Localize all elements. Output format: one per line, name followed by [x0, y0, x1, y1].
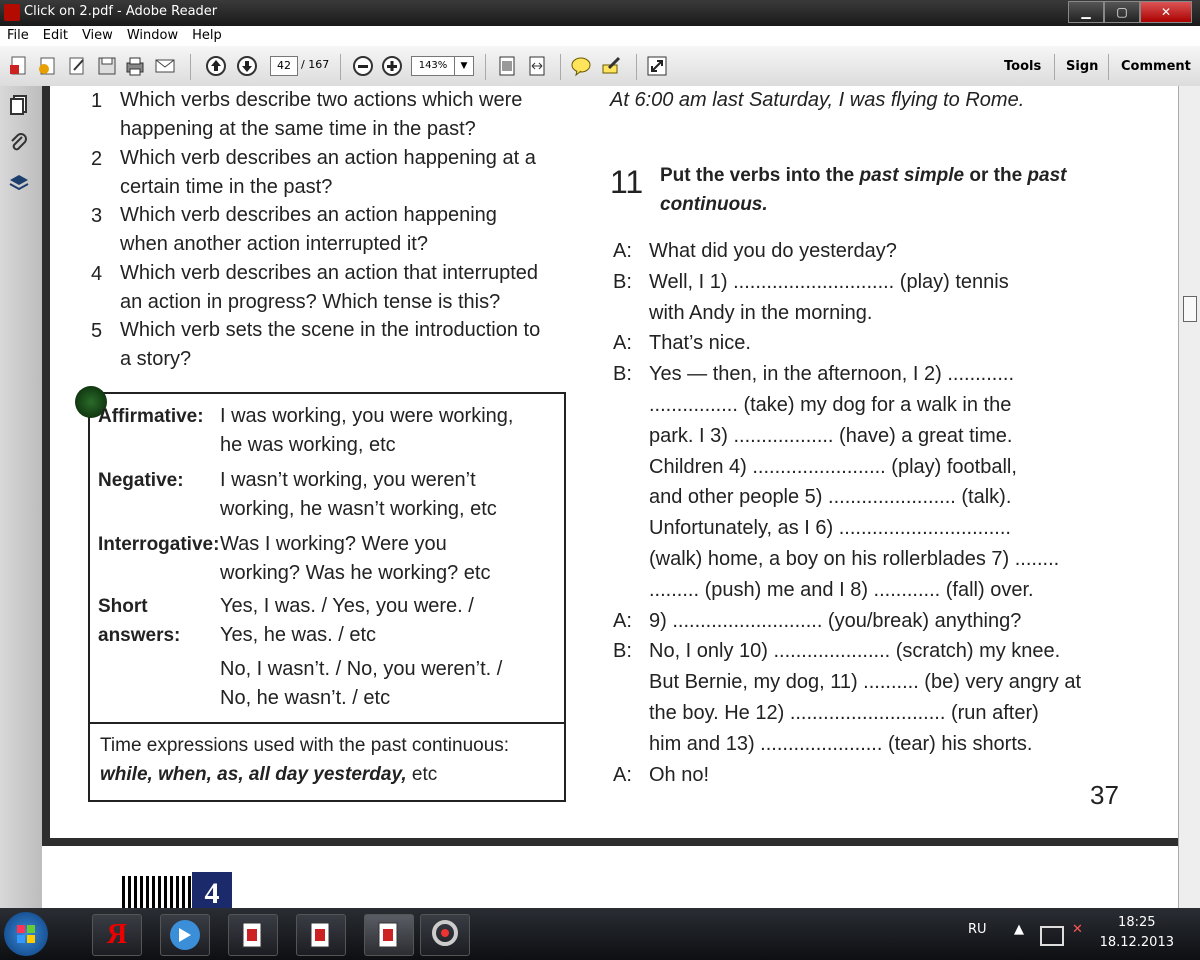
dialogue-line: with Andy in the morning.: [649, 301, 873, 324]
minimize-button[interactable]: ▁: [1068, 1, 1104, 23]
dialogue-line: Children 4) ........................ (play) football,: [649, 455, 1017, 478]
print-icon[interactable]: [124, 55, 146, 77]
question-text: [120, 201, 497, 259]
dialogue-turn: [613, 606, 1081, 637]
dialogue-turn: [613, 760, 1081, 791]
action-center-icon[interactable]: ✕: [1072, 922, 1083, 937]
time-expressions: [100, 731, 509, 789]
language-indicator[interactable]: RU: [968, 922, 987, 937]
question-line: Which verb describes an action happening: [120, 204, 497, 226]
navigation-panel: [0, 86, 43, 908]
example-line: No, I wasn’t. / No, you weren’t. /: [220, 658, 503, 680]
dialogue-line: Unfortunately, as I 6) ...............................: [649, 517, 1011, 540]
example-sentence: At 6:00 am last Saturday, I was flying to Rome.: [610, 89, 1025, 111]
network-icon[interactable]: [1040, 926, 1064, 946]
instr-italic: continuous.: [660, 194, 768, 215]
zoom-out-icon[interactable]: [352, 55, 374, 77]
start-button[interactable]: [4, 912, 48, 956]
short-answers-label: [98, 592, 180, 650]
question-text: [120, 144, 536, 202]
dialogue-turn: [613, 328, 1081, 359]
speaker-label: B:: [613, 640, 632, 663]
windows-logo-icon: [4, 912, 48, 956]
interrogative-label: Interrogative:: [98, 534, 220, 555]
clock-time: 18:25: [1118, 915, 1156, 930]
vertical-scrollbar[interactable]: [1178, 86, 1200, 908]
previous-page-icon[interactable]: [205, 55, 227, 77]
next-pdf-page: [42, 846, 1178, 908]
document-view[interactable]: [42, 86, 1178, 908]
time-expressions-italic: while, when, as, all day yesterday,: [100, 764, 407, 785]
comment-note-icon[interactable]: [570, 55, 592, 77]
instr-italic: past: [1027, 165, 1067, 186]
maximize-button[interactable]: ▢: [1104, 1, 1140, 23]
speaker-label: A:: [613, 763, 632, 786]
question-number: 3: [91, 205, 103, 227]
label-line: answers:: [98, 625, 181, 646]
zoom-dropdown-button[interactable]: ▼: [454, 56, 474, 76]
affirmative-examples: [220, 402, 513, 460]
dialogue-line: (walk) home, a boy on his rollerblades 7) ........: [649, 547, 1060, 570]
speaker-label: A:: [613, 609, 632, 632]
scrollbar-thumb[interactable]: [1183, 296, 1197, 322]
adobe-reader-task-icon-2[interactable]: [296, 914, 346, 956]
expand-icon[interactable]: [646, 55, 668, 77]
dialogue-line: 9) ........................... (you/break) anything?: [649, 609, 1022, 632]
affirmative-label: Affirmative:: [98, 406, 204, 427]
question-line: happening at the same time in the past?: [120, 118, 476, 140]
time-expressions-line: Time expressions used with the past continuous:: [100, 735, 510, 756]
toolbar-separator: [340, 54, 341, 80]
example-line: he was working, etc: [220, 434, 396, 456]
example-line: working, he wasn’t working, etc: [220, 498, 497, 520]
example-line: Was I working? Were you: [220, 533, 447, 555]
next-page-icon[interactable]: [236, 55, 258, 77]
edit-pdf-icon[interactable]: [66, 55, 88, 77]
dialogue-line: What did you do yesterday?: [649, 240, 897, 262]
question-line: Which verbs describe two actions which were: [120, 89, 523, 111]
label-line: Short: [98, 596, 148, 617]
instr-part: or the: [964, 165, 1028, 186]
dialogue-line: But Bernie, my dog, 11) .......... (be) very angry at: [649, 671, 1082, 694]
adobe-reader-active-task-icon[interactable]: [364, 914, 414, 956]
toolbar-separator: [190, 54, 191, 80]
layers-icon[interactable]: [8, 172, 30, 194]
window-controls: [1068, 1, 1192, 23]
speaker-label: B:: [613, 270, 632, 293]
example-line: Yes, I was. / Yes, you were. /: [220, 595, 474, 617]
screen-capture-icon[interactable]: [420, 914, 470, 956]
dialogue-turn: [613, 636, 1081, 759]
adobe-reader-task-icon[interactable]: [228, 914, 278, 956]
save-icon[interactable]: [96, 55, 118, 77]
example-line: I was working, you were working,: [220, 405, 514, 427]
dialogue-line: ................ (take) my dog for a walk in the: [649, 393, 1012, 416]
toolbar-separator: [1108, 54, 1109, 80]
dialogue-line: the boy. He 12) ............................ (run after): [649, 701, 1039, 724]
question-text: [120, 316, 540, 374]
adobe-reader-icon: [4, 4, 20, 21]
dialogue-line: Yes — then, in the afternoon, I 2) ............: [649, 363, 1015, 386]
example-line: No, he wasn’t. / etc: [220, 687, 391, 709]
menu-bar: [0, 26, 1200, 46]
speaker-label: B:: [613, 363, 632, 386]
negative-examples: [220, 466, 497, 524]
negative-label: Negative:: [98, 470, 184, 491]
zoom-level-input[interactable]: 143%: [411, 56, 455, 76]
question-line: Which verb sets the scene in the introduction to: [120, 319, 541, 341]
dialogue-line: ......... (push) me and I 8) ............ (fall) over.: [649, 578, 1034, 601]
tools-button[interactable]: Tools: [1004, 59, 1042, 74]
question-line: Which verb describes an action happening at a: [120, 147, 536, 169]
exercise-number: 11: [610, 164, 644, 200]
short-answers-examples: [220, 592, 502, 713]
dialogue-turn: [613, 359, 1081, 605]
zoom-in-icon[interactable]: [381, 55, 403, 77]
page-thumbnails-icon[interactable]: [8, 94, 30, 116]
fit-width-icon[interactable]: [526, 55, 548, 77]
question-number: 1: [91, 90, 103, 112]
pdf-page: [50, 86, 1178, 838]
comment-button[interactable]: Comment: [1121, 59, 1191, 74]
attachments-icon[interactable]: [8, 132, 30, 154]
page-number-input[interactable]: 42: [270, 56, 298, 76]
question-line: Which verb describes an action that interrupted: [120, 262, 538, 284]
time-expressions-tail: etc: [406, 764, 438, 785]
question-line: certain time in the past?: [120, 176, 333, 198]
fit-page-icon[interactable]: [496, 55, 518, 77]
sign-button[interactable]: Sign: [1066, 59, 1099, 74]
email-icon[interactable]: [154, 55, 176, 77]
question-line: a story?: [120, 348, 192, 370]
taskbar: [0, 908, 1200, 960]
page-total: / 167: [301, 58, 330, 71]
interrogative-examples: [220, 530, 491, 588]
dialogue: [613, 236, 1081, 790]
example-line: I wasn’t working, you weren’t: [220, 469, 476, 491]
menu-view[interactable]: View: [81, 28, 113, 43]
window-title: Click on 2.pdf - Adobe Reader: [24, 4, 218, 19]
decorative-pattern: [122, 876, 192, 908]
toolbar-separator: [560, 54, 561, 80]
dialogue-line: Oh no!: [649, 763, 710, 786]
page-number: 37: [1090, 780, 1119, 810]
question-number: 5: [91, 320, 103, 342]
menu-file[interactable]: File: [7, 28, 29, 43]
grammar-box-divider: [88, 722, 564, 724]
question-text: [120, 86, 522, 144]
media-player-icon[interactable]: [160, 914, 210, 956]
clock-date: 18.12.2013: [1099, 935, 1174, 950]
menu-window[interactable]: Window: [126, 28, 179, 43]
show-hidden-icons-button[interactable]: ▲: [1014, 922, 1024, 937]
instr-part: Put the verbs into the: [660, 165, 860, 186]
question-number: 2: [91, 148, 103, 170]
exercise-instructions: [660, 161, 1067, 219]
highlight-icon[interactable]: [600, 55, 622, 77]
dialogue-line: him and 13) ...................... (tear) his shorts.: [649, 732, 1033, 755]
close-button[interactable]: ✕: [1140, 1, 1192, 23]
menu-help[interactable]: Help: [192, 28, 222, 43]
create-pdf-icon[interactable]: [8, 55, 30, 77]
menu-edit[interactable]: Edit: [42, 28, 68, 43]
question-number: 4: [91, 263, 103, 285]
speaker-label: A:: [613, 240, 632, 262]
dialogue-line: No, I only 10) ..................... (scratch) my knee.: [649, 640, 1061, 663]
example-line: working? Was he working? etc: [220, 562, 491, 584]
example-line: Yes, he was. / etc: [220, 624, 377, 646]
title-bar: [0, 0, 1200, 26]
dialogue-line: park. I 3) .................. (have) a great time.: [649, 424, 1013, 447]
speaker-label: A:: [613, 332, 632, 355]
toolbar-separator: [636, 54, 637, 80]
question-line: when another action interrupted it?: [120, 233, 428, 255]
dialogue-line: That’s nice.: [649, 332, 751, 355]
dialogue-line: and other people 5) ....................... (talk).: [649, 486, 1012, 509]
dialogue-turn: [613, 236, 1081, 267]
combine-files-icon[interactable]: [36, 55, 58, 77]
instr-italic: past simple: [859, 165, 965, 186]
dialogue-line: Well, I 1) ............................. (play) tennis: [649, 270, 1009, 293]
question-line: an action in progress? Which tense is this?: [120, 291, 501, 313]
system-clock[interactable]: [1100, 913, 1174, 953]
toolbar: [0, 46, 1200, 87]
yandex-browser-icon[interactable]: Я: [92, 914, 142, 956]
toolbar-separator: [485, 54, 486, 80]
question-text: [120, 259, 538, 317]
unit-number-badge: 4: [192, 872, 232, 908]
dialogue-turn: [613, 267, 1081, 329]
toolbar-separator: [1054, 54, 1055, 80]
